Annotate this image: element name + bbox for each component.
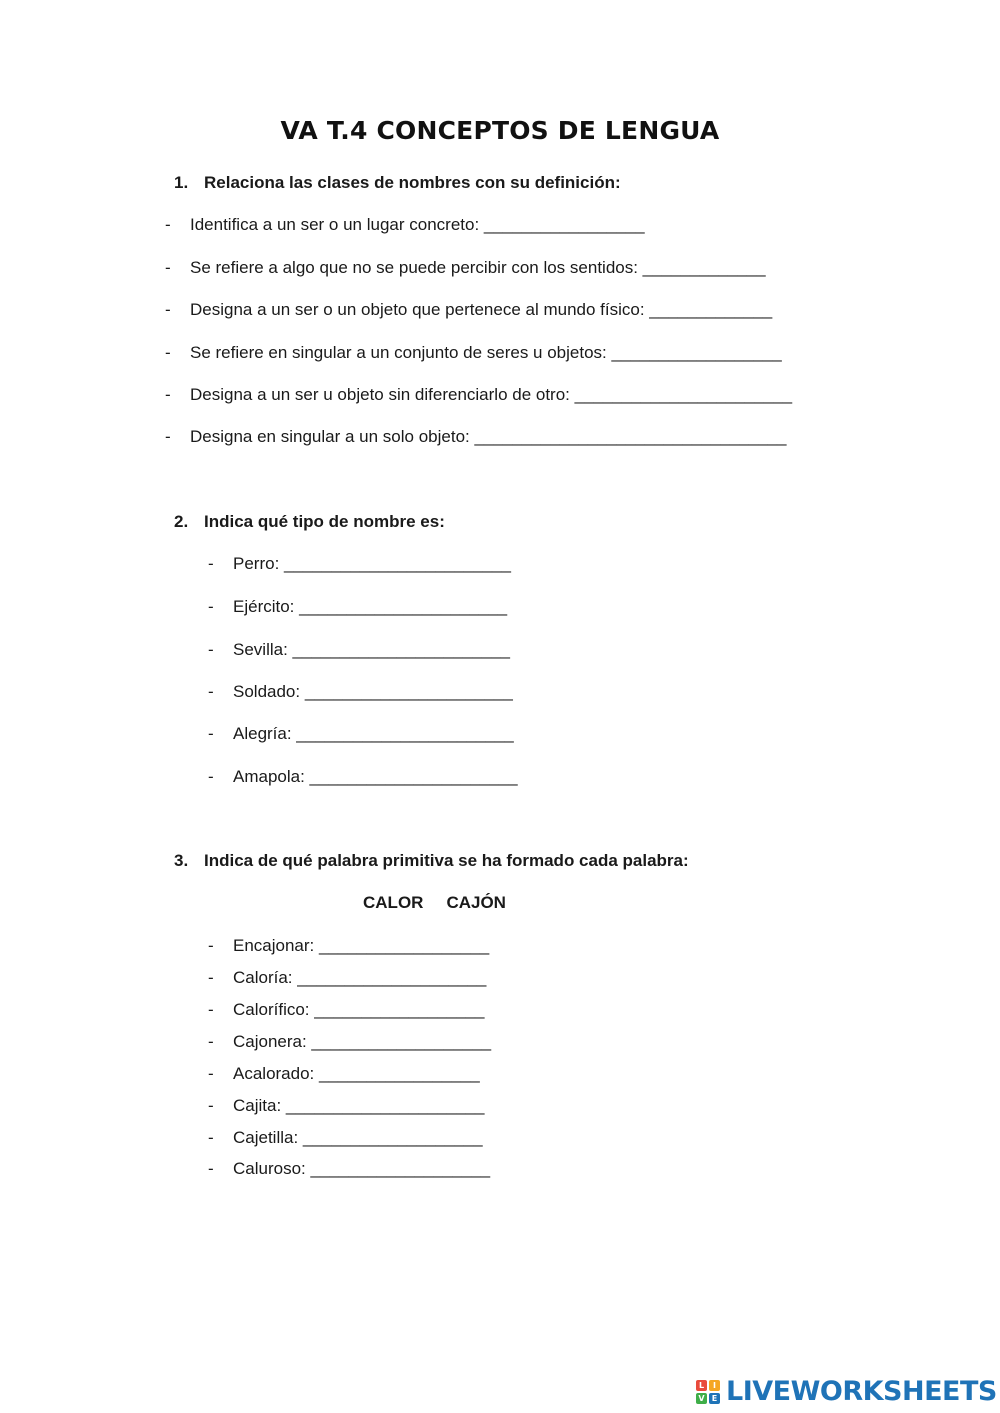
brand-name: LIVEWORKSHEETS — [726, 1376, 997, 1407]
definition-item[interactable]: - Designa en singular a un solo objeto: _________________________________ — [165, 427, 787, 446]
logo-letter: V — [696, 1393, 707, 1404]
derived-word-item[interactable]: - Cajonera: ___________________ — [208, 1032, 492, 1051]
worksheet-title: VA T.4 CONCEPTOS DE LENGUA — [280, 116, 720, 145]
section-3-heading — [174, 851, 689, 871]
definition-item[interactable]: - Designa a un ser u objeto sin diferenciarlo de otro: _______________________ — [165, 385, 793, 404]
definition-item[interactable]: - Identifica a un ser o un lugar concreto: _________________ — [165, 215, 645, 234]
definition-item[interactable]: - Designa a un ser o un objeto que pertenece al mundo físico: _____________ — [165, 300, 773, 319]
noun-item[interactable]: - Ejército: ______________________ — [208, 597, 508, 616]
derived-word-item[interactable]: - Encajonar: __________________ — [208, 936, 490, 955]
word-calor: CALOR — [363, 893, 424, 912]
section-number: 2. — [174, 512, 189, 531]
derived-word-item[interactable]: - Caloría: ____________________ — [208, 968, 487, 987]
derived-word-item[interactable]: - Acalorado: _________________ — [208, 1064, 480, 1083]
section-title: Relaciona las clases de nombres con su definición: — [204, 173, 621, 192]
logo-letter: L — [696, 1380, 707, 1391]
section-number: 1. — [174, 173, 189, 192]
definition-item[interactable]: - Se refiere en singular a un conjunto de seres u objetos: __________________ — [165, 343, 782, 362]
word-cajon: CAJÓN — [446, 893, 506, 912]
liveworksheets-brand — [696, 1376, 997, 1407]
derived-word-item[interactable]: - Cajita: _____________________ — [208, 1096, 485, 1115]
definition-item[interactable]: - Se refiere a algo que no se puede percibir con los sentidos: _____________ — [165, 258, 766, 277]
section-title: Indica de qué palabra primitiva se ha formado cada palabra: — [204, 851, 689, 870]
section-1-heading — [174, 173, 621, 193]
derived-word-item[interactable]: - Caluroso: ___________________ — [208, 1159, 491, 1178]
noun-item[interactable]: - Alegría: _______________________ — [208, 724, 514, 743]
noun-item[interactable]: - Amapola: ______________________ — [208, 767, 518, 786]
derived-word-item[interactable]: - Calorífico: __________________ — [208, 1000, 485, 1019]
noun-item[interactable]: - Soldado: ______________________ — [208, 682, 513, 701]
noun-item[interactable]: - Perro: ________________________ — [208, 554, 511, 573]
section-title: Indica qué tipo de nombre es: — [204, 512, 445, 531]
section-number: 3. — [174, 851, 189, 870]
primitive-words — [363, 893, 506, 913]
derived-word-item[interactable]: - Cajetilla: ___________________ — [208, 1128, 483, 1147]
section-2-heading — [174, 512, 445, 532]
liveworksheets-logo-icon — [696, 1380, 720, 1404]
logo-letter: E — [709, 1393, 720, 1404]
logo-letter: I — [709, 1380, 720, 1391]
noun-item[interactable]: - Sevilla: _______________________ — [208, 640, 510, 659]
